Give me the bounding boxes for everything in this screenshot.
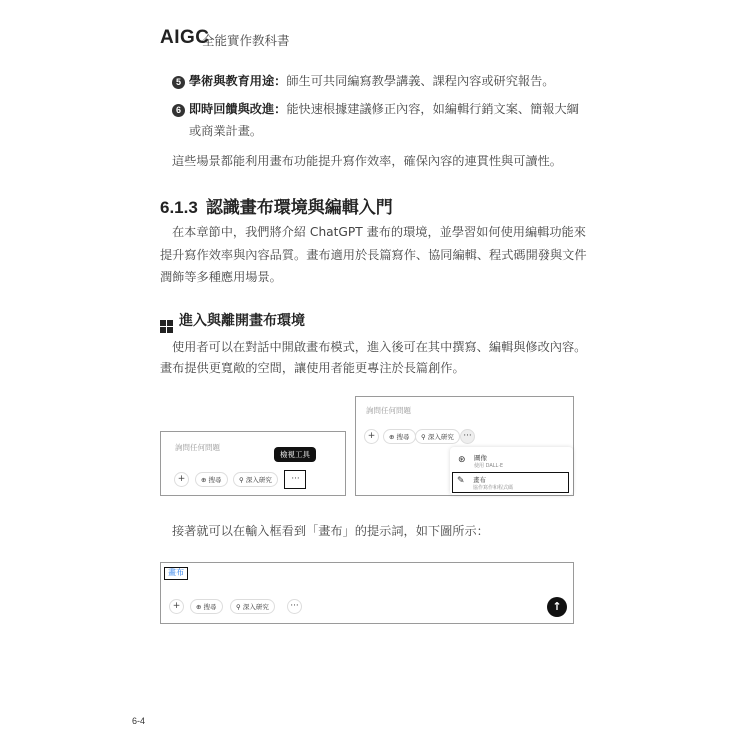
search-chip[interactable] — [383, 429, 416, 444]
telescope-icon: ⚲ — [239, 476, 246, 484]
menu-item-image[interactable] — [458, 453, 568, 469]
pen-icon: ✎ — [457, 476, 465, 486]
search-label: 搜尋 — [203, 603, 217, 611]
input-placeholder: 詢問任何問題 — [175, 443, 220, 452]
menu-item-label: 圖像 — [474, 454, 487, 462]
telescope-icon: ⚲ — [421, 433, 428, 441]
send-icon[interactable]: ↑ — [547, 597, 567, 617]
section-number: 6.1.3 — [160, 198, 198, 217]
screenshot-chat-input — [160, 431, 346, 496]
globe-icon: ⊕ — [389, 433, 397, 441]
list-item-text: 能快速根據建議修正內容，如編輯行銷文案、簡報大綱 — [286, 102, 579, 116]
list-item-text-cont: 或商業計畫。 — [189, 124, 263, 138]
more-tools-icon[interactable]: ··· — [287, 599, 302, 614]
telescope-icon: ⚲ — [236, 603, 243, 611]
menu-item-label: 畫布 — [473, 476, 486, 484]
number-badge: 5 — [172, 76, 185, 89]
header-logo: AIGC — [160, 27, 210, 48]
palette-icon: ⊛ — [458, 455, 466, 465]
screenshot-tools-menu — [355, 396, 574, 496]
search-label: 搜尋 — [396, 433, 410, 441]
research-label: 深入研究 — [245, 476, 272, 484]
header-subtitle: 全能實作教科書 — [202, 33, 290, 48]
subsection-title — [160, 310, 305, 333]
list-item-title: 學術與教育用途： — [188, 74, 287, 88]
list-item — [172, 100, 579, 117]
screenshot-canvas-input — [160, 562, 574, 624]
deep-research-chip[interactable] — [230, 599, 275, 614]
list-item-title: 即時回饋與改進： — [188, 102, 287, 116]
plus-icon[interactable]: + — [169, 599, 184, 614]
tools-menu — [450, 447, 573, 495]
subsection-title-text: 進入與離開畫布環境 — [179, 313, 305, 329]
list-item-text: 師生可共同編寫教學講義、課程內容或研究報告。 — [286, 74, 555, 88]
page-number: 6-4 — [132, 716, 146, 726]
usage-line-2: 畫布提供更寬敞的空間，讓使用者能更專注於長篇創作。 — [160, 361, 465, 375]
more-tools-icon[interactable]: ··· — [288, 472, 303, 487]
research-label: 深入研究 — [242, 603, 269, 611]
intro-line-2: 提升寫作效率與內容品質。畫布適用於長篇寫作、協同編輯、程式碼開發與文件 — [160, 248, 587, 262]
more-tools-icon[interactable]: ··· — [460, 429, 475, 444]
list-item — [172, 72, 555, 89]
deep-research-chip[interactable] — [415, 429, 460, 444]
intro-line-3: 潤飾等多種應用場景。 — [160, 270, 282, 284]
plus-icon[interactable]: + — [174, 472, 189, 487]
globe-icon: ⊕ — [201, 476, 209, 484]
number-badge: 6 — [172, 104, 185, 117]
globe-icon: ⊕ — [196, 603, 204, 611]
squares-icon — [160, 320, 173, 333]
menu-item-desc: 協作寫作和程式碼 — [473, 485, 514, 491]
tooltip-view-tools: 檢視工具 — [274, 447, 316, 462]
section-title — [160, 193, 393, 218]
deep-research-chip[interactable] — [233, 472, 278, 487]
search-chip[interactable] — [190, 599, 223, 614]
research-label: 深入研究 — [427, 433, 454, 441]
canvas-tag[interactable]: 畫布 — [164, 567, 188, 580]
menu-item-canvas[interactable] — [452, 472, 569, 493]
next-text: 接著就可以在輸入框看到「畫布」的提示詞，如下圖所示： — [172, 524, 489, 538]
input-placeholder: 詢問任何問題 — [366, 406, 411, 415]
search-chip[interactable] — [195, 472, 228, 487]
plus-icon[interactable]: + — [364, 429, 379, 444]
summary-text: 這些場景都能利用畫布功能提升寫作效率，確保內容的連貫性與可讀性。 — [172, 154, 562, 168]
usage-line-1: 使用者可以在對話中開啟畫布模式，進入後可在其中撰寫、編輯與修改內容。 — [172, 340, 587, 354]
menu-item-desc: 使用 DALL·E — [474, 463, 504, 469]
intro-line-1: 在本章節中，我們將介紹 ChatGPT 畫布的環境，並學習如何使用編輯功能來 — [172, 225, 586, 239]
section-title-text: 認識畫布環境與編輯入門 — [205, 198, 393, 218]
search-label: 搜尋 — [208, 476, 222, 484]
